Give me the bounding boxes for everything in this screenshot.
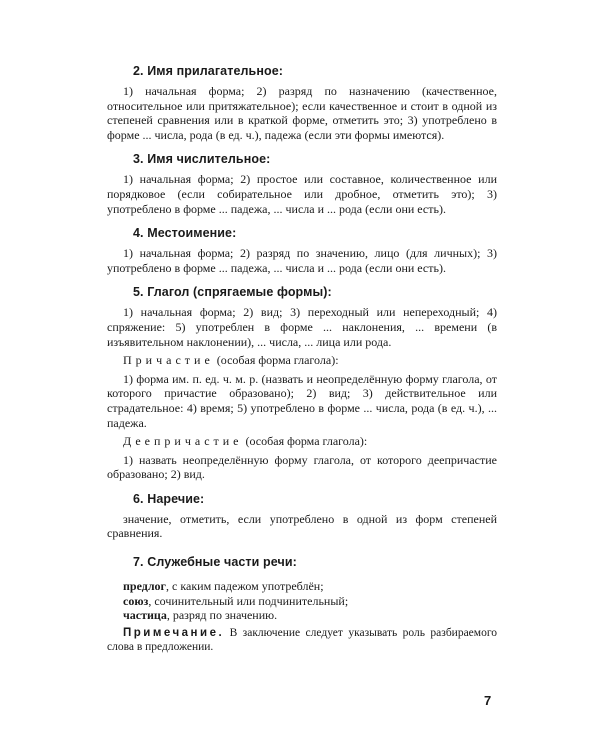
section-adverb bbox=[107, 492, 497, 541]
page-content bbox=[107, 64, 497, 655]
prep-term: предлог bbox=[123, 579, 167, 594]
note-label: Примечание. bbox=[123, 626, 225, 639]
section-numeral bbox=[107, 152, 497, 216]
conj-line bbox=[107, 594, 497, 609]
conj-text: , сочинительный или подчинительный; bbox=[148, 593, 349, 608]
section-heading: 5. Глагол (спрягаемые формы): bbox=[133, 285, 332, 300]
conj-term: союз bbox=[123, 593, 149, 608]
particle-line bbox=[107, 608, 497, 623]
section-function-words bbox=[107, 555, 497, 655]
section-heading: 6. Наречие: bbox=[133, 491, 205, 506]
participle-label: Причастие bbox=[123, 353, 214, 368]
gerund-line bbox=[107, 434, 497, 449]
section-heading: 4. Местоимение: bbox=[133, 226, 237, 241]
gerund-note: (особая форма глагола): bbox=[245, 434, 368, 449]
particle-term: частица bbox=[123, 608, 167, 623]
section-heading: 3. Имя числительное: bbox=[133, 152, 271, 167]
section-text: 1) начальная форма; 2) разряд по значению, лицо (для личных); 3) употреблено в форме ... падежа, ... числа и ... рода (если они есть). bbox=[107, 246, 497, 275]
note-text: В заключение следует указывать роль разбираемого слова в предложении. bbox=[107, 626, 497, 654]
participle-line bbox=[107, 353, 497, 368]
prep-line bbox=[107, 579, 497, 594]
note-line bbox=[107, 626, 497, 655]
gerund-label: Деепричастие bbox=[123, 434, 243, 449]
section-text: 1) начальная форма; 2) вид; 3) переходный или непереходный; 4) спряжение: 5) употреблен в форме ... наклонения, ... времени (в изъявительном наклонении), ... числа, ... лица или рода. bbox=[107, 305, 497, 349]
section-text: 1) начальная форма; 2) разряд по назначению (качественное, относительное или притяжательное); если качественное и стоит в одной из степеней сравнения или в краткой форме, отметить это; 3) употреблено в форме ... числа, рода (в ед. ч.), падежа (если эти формы имеются). bbox=[107, 84, 497, 142]
section-text: значение, отметить, если употреблено в одной из форм степеней сравнения. bbox=[107, 511, 497, 541]
gerund-text: 1) назвать неопределённую форму глагола, от которого деепричастие образовано; 2) вид. bbox=[107, 452, 497, 482]
participle-note: (особая форма глагола): bbox=[216, 353, 339, 368]
particle-text: , разряд по значению. bbox=[166, 608, 278, 623]
section-pronoun bbox=[107, 226, 497, 275]
participle-text: 1) форма им. п. ед. ч. м. р. (назвать и неопределённую форму глагола, от которого причастие образовано); 2) вид; 3) действительное или страдательное: 4) время; 5) употреблено в форме ... числа, рода (в ед. ч.), ... падежа. bbox=[107, 371, 497, 430]
prep-text: , с каким падежом употреблён; bbox=[166, 579, 324, 594]
page-number: 7 bbox=[484, 693, 492, 708]
section-heading: 2. Имя прилагательное: bbox=[133, 64, 284, 78]
section-text: 1) начальная форма; 2) простое или составное, количественное или порядковое (если собирательное или дробное, отметить это); 3) употреблено в форме ... падежа, ... числа и ... рода (если они есть). bbox=[107, 172, 497, 216]
section-verb bbox=[107, 285, 497, 482]
section-adjective bbox=[107, 64, 497, 142]
section-heading: 7. Служебные части речи: bbox=[133, 555, 297, 570]
